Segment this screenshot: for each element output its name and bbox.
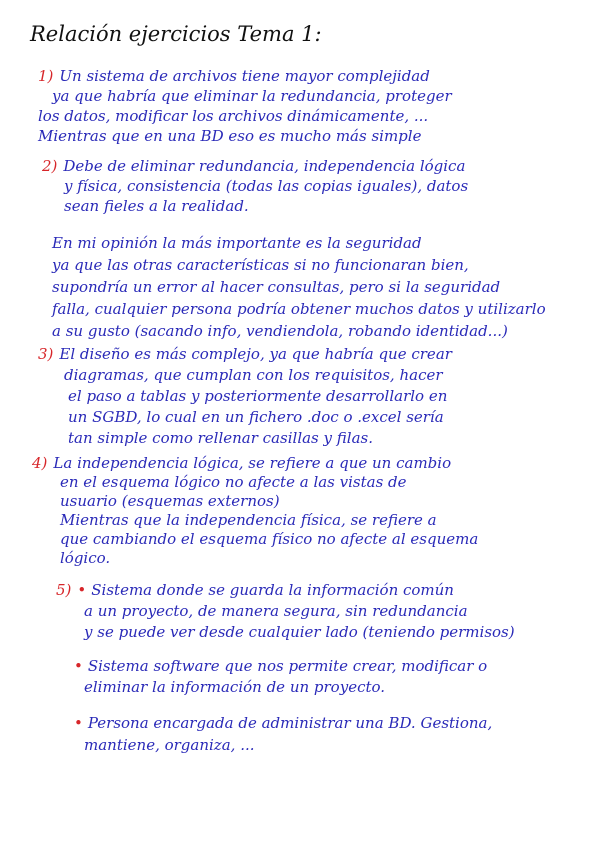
answer-2-line: Debe de eliminar redundancia, independencia lógica [63, 157, 466, 175]
answer-2-number: 2) [42, 157, 58, 175]
answer-2-line: sean fieles a la realidad. [64, 197, 249, 215]
answer-3-number: 3) [38, 345, 54, 363]
answer-5-bullet-line: a un proyecto, de manera segura, sin redundancia [84, 602, 468, 620]
answer-5-bullet-line: Sistema donde se guarda la información común [91, 581, 454, 599]
opinion-line: a su gusto (sacando info, vendiendola, robando identidad...) [52, 322, 508, 340]
opinion-line: ya que las otras características si no funcionaran bien, [52, 256, 469, 274]
answer-5 [56, 580, 515, 643]
opinion-line: supondría un error al hacer consultas, pero si la seguridad [52, 278, 501, 296]
answer-4-line: lógico. [60, 549, 111, 567]
answer-3-line: un SGBD, lo cual en un fichero .doc o .excel sería [68, 408, 444, 426]
answer-2-opinion [52, 232, 546, 342]
answer-4-number: 4) [32, 454, 48, 472]
answer-1-line: Un sistema de archivos tiene mayor complejidad [59, 67, 430, 85]
answer-3-line: el paso a tablas y posteriormente desarrollarlo en [68, 387, 448, 405]
answer-5-bullet-line: eliminar la información de un proyecto. [84, 678, 386, 696]
page-title: Relación ejercicios Tema 1: [30, 22, 322, 46]
bullet-icon: • [77, 581, 87, 599]
answer-3-line: tan simple como rellenar casillas y filas. [68, 429, 373, 447]
answer-3 [38, 344, 452, 449]
answer-3-line: El diseño es más complejo, ya que habría que crear [59, 345, 452, 363]
answer-2 [42, 156, 468, 216]
opinion-line: falla, cualquier persona podría obtener muchos datos y utilizarlo [52, 300, 546, 318]
answer-2-line: y física, consistencia (todas las copias iguales), datos [64, 177, 469, 195]
answer-1-number: 1) [38, 67, 54, 85]
answer-4-line: usuario (esquemas externos) [60, 492, 280, 510]
answer-5-bullet-line: Sistema software que nos permite crear, modificar o [87, 657, 488, 675]
answer-5-bullet-line: Persona encargada de administrar una BD. Gestiona, [87, 714, 493, 732]
answer-3-line: diagramas, que cumplan con los requisitos, hacer [64, 366, 443, 384]
answer-1-line: Mientras que en una BD eso es mucho más simple [38, 127, 422, 145]
answer-5-bullet-3 [74, 712, 492, 756]
answer-5-bullet-line: mantiene, organiza, ... [84, 736, 255, 754]
bullet-icon: • [74, 714, 83, 732]
bullet-icon: • [74, 657, 83, 675]
opinion-line: En mi opinión la más importante es la seguridad [52, 234, 422, 252]
answer-4-line: que cambiando el esquema físico no afecte al esquema [60, 530, 479, 548]
answer-4-line: Mientras que la independencia física, se refiere a [60, 511, 437, 529]
answer-4 [32, 454, 478, 568]
answer-1-line: ya que habría que eliminar la redundancia, proteger [52, 87, 452, 105]
answer-4-line: en el esquema lógico no afecte a las vistas de [60, 473, 407, 491]
answer-5-bullet-line: y se puede ver desde cualquier lado (teniendo permisos) [84, 623, 515, 641]
answer-1-line: los datos, modificar los archivos dinámicamente, ... [38, 107, 429, 125]
answer-5-bullet-2 [74, 656, 487, 698]
answer-4-line: La independencia lógica, se refiere a que un cambio [53, 454, 452, 472]
answer-5-number: 5) [56, 581, 72, 599]
answer-1 [38, 66, 452, 146]
